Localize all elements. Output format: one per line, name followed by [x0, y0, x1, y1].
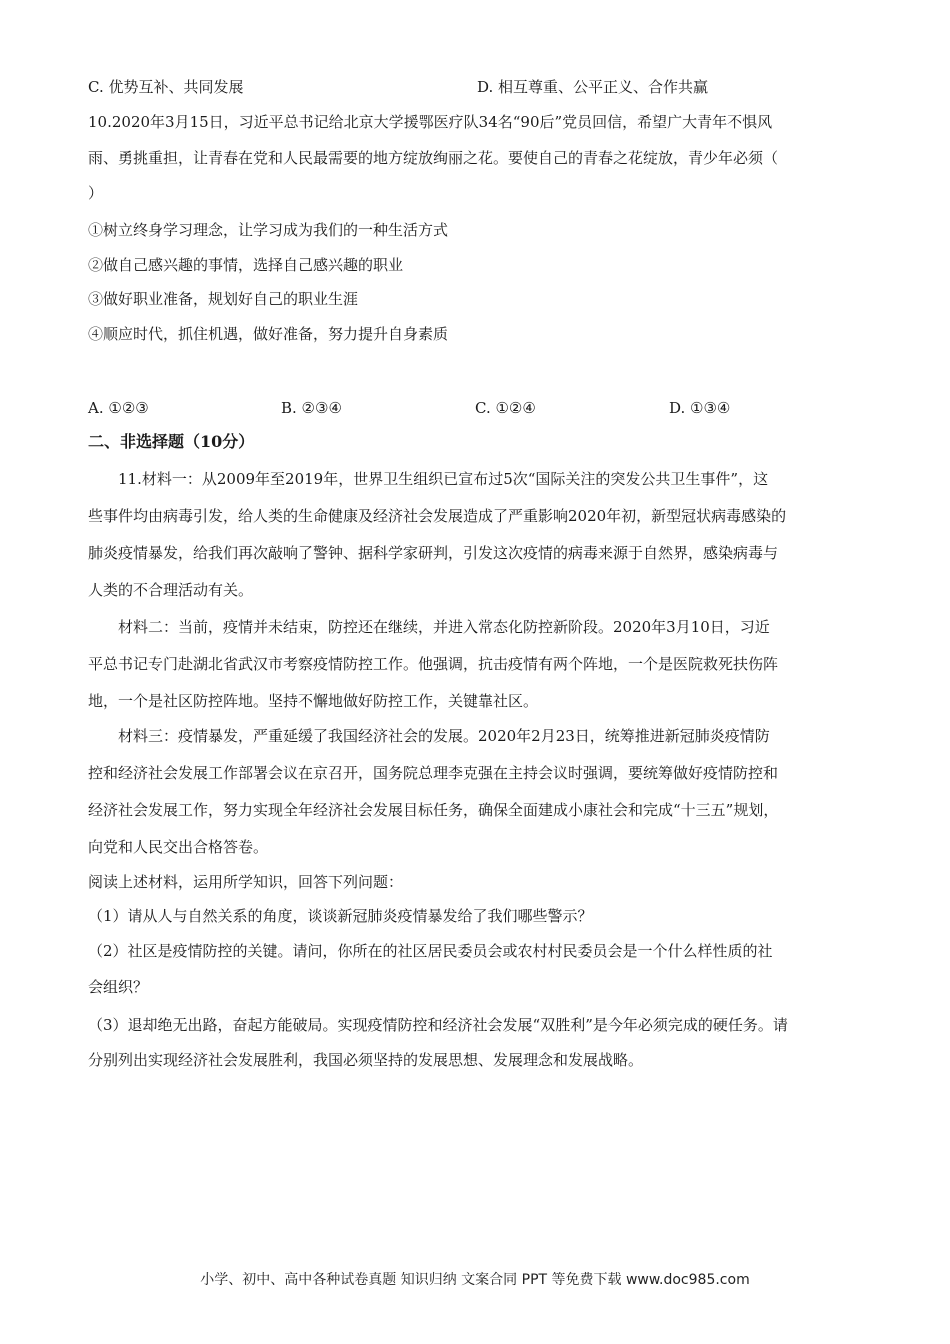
q11-question-3-line-1: （3）退却绝无出路，奋起方能破局。实现疫情防控和经济社会发展“双胜利”是今年必须完成的硬任务。请 — [88, 1016, 788, 1034]
q9-option-d: D. 相互尊重、公平正义、合作共赢 — [477, 78, 709, 96]
q10-item-2: ②做自己感兴趣的事情，选择自己感兴趣的职业 — [88, 256, 404, 274]
q11-question-2-line-2: 会组织？ — [88, 978, 149, 996]
q10-option-b: B. ②③④ — [281, 399, 342, 417]
q11-material3-line-4: 向党和人民交出合格答卷。 — [88, 838, 269, 856]
q10-option-a: A. ①②③ — [88, 399, 149, 417]
q11-instruction: 阅读上述材料，运用所学知识，回答下列问题： — [88, 873, 404, 891]
q11-material1-line-3: 肺炎疫情暴发，给我们再次敲响了警钟、据科学家研判，引发这次疫情的病毒来源于自然界，感染病毒与 — [88, 544, 779, 562]
q11-question-3-line-2: 分别列出实现经济社会发展胜利，我国必须坚持的发展思想、发展理念和发展战略。 — [88, 1051, 644, 1069]
page-footer: 小学、初中、高中各种试卷真题 知识归纳 文案合同 PPT 等免费下载 www.doc985.com — [200, 1272, 750, 1288]
q10-item-4: ④顺应时代，抓住机遇，做好准备，努力提升自身素质 — [88, 325, 449, 343]
q11-material3-line-2: 控和经济社会发展工作部署会议在京召开，国务院总理李克强在主持会议时强调，要统筹做好疫情防控和 — [88, 764, 779, 782]
q10-item-1: ①树立终身学习理念，让学习成为我们的一种生活方式 — [88, 221, 449, 239]
q11-material3-line-3: 经济社会发展工作，努力实现全年经济社会发展目标任务，确保全面建成小康社会和完成“十三五”规划， — [88, 801, 779, 819]
q11-material1-line-2: 些事件均由病毒引发，给人类的生命健康及经济社会发展造成了严重影响2020年初，新型冠状病毒感染的 — [88, 507, 787, 525]
q11-material2-line-3: 地，一个是社区防控阵地。坚持不懈地做好防控工作，关键靠社区。 — [88, 692, 539, 710]
q11-question-2-line-1: （2）社区是疫情防控的关键。请问，你所在的社区居民委员会或农村村民委员会是一个什么样性质的社 — [88, 942, 773, 960]
q11-material1-line-1: 11.材料一：从2009年至2019年，世界卫生组织已宣布过5次“国际关注的突发公共卫生事件”，这 — [118, 470, 769, 488]
q10-stem-line-2: 雨、勇挑重担，让青春在党和人民最需要的地方绽放绚丽之花。要使自己的青春之花绽放，青少年必须（ — [88, 149, 779, 167]
q11-material3-line-1: 材料三：疫情暴发，严重延缓了我国经济社会的发展。2020年2月23日，统筹推进新冠肺炎疫情防 — [118, 727, 770, 745]
q10-option-c: C. ①②④ — [475, 399, 536, 417]
q11-material2-line-2: 平总书记专门赴湖北省武汉市考察疫情防控工作。他强调，抗击疫情有两个阵地，一个是医院救死扶伤阵 — [88, 655, 779, 673]
q10-stem-line-1: 10.2020年3月15日，习近平总书记给北京大学援鄂医疗队34名“90后”党员回信，希望广大青年不惧风 — [88, 113, 773, 131]
q10-item-3: ③做好职业准备，规划好自己的职业生涯 — [88, 290, 359, 308]
q10-stem-line-3: ） — [88, 184, 104, 202]
q11-question-1: （1）请从人与自然关系的角度，谈谈新冠肺炎疫情暴发给了我们哪些警示？ — [88, 907, 593, 925]
q10-option-d: D. ①③④ — [669, 399, 731, 417]
section-heading: 二、非选择题（10分） — [88, 432, 255, 451]
q11-material2-line-1: 材料二：当前，疫情并未结束，防控还在继续，并进入常态化防控新阶段。2020年3月10日，习近 — [118, 618, 770, 636]
q11-material1-line-4: 人类的不合理活动有关。 — [88, 581, 254, 599]
q9-option-c: C. 优势互补、共同发展 — [88, 78, 244, 96]
